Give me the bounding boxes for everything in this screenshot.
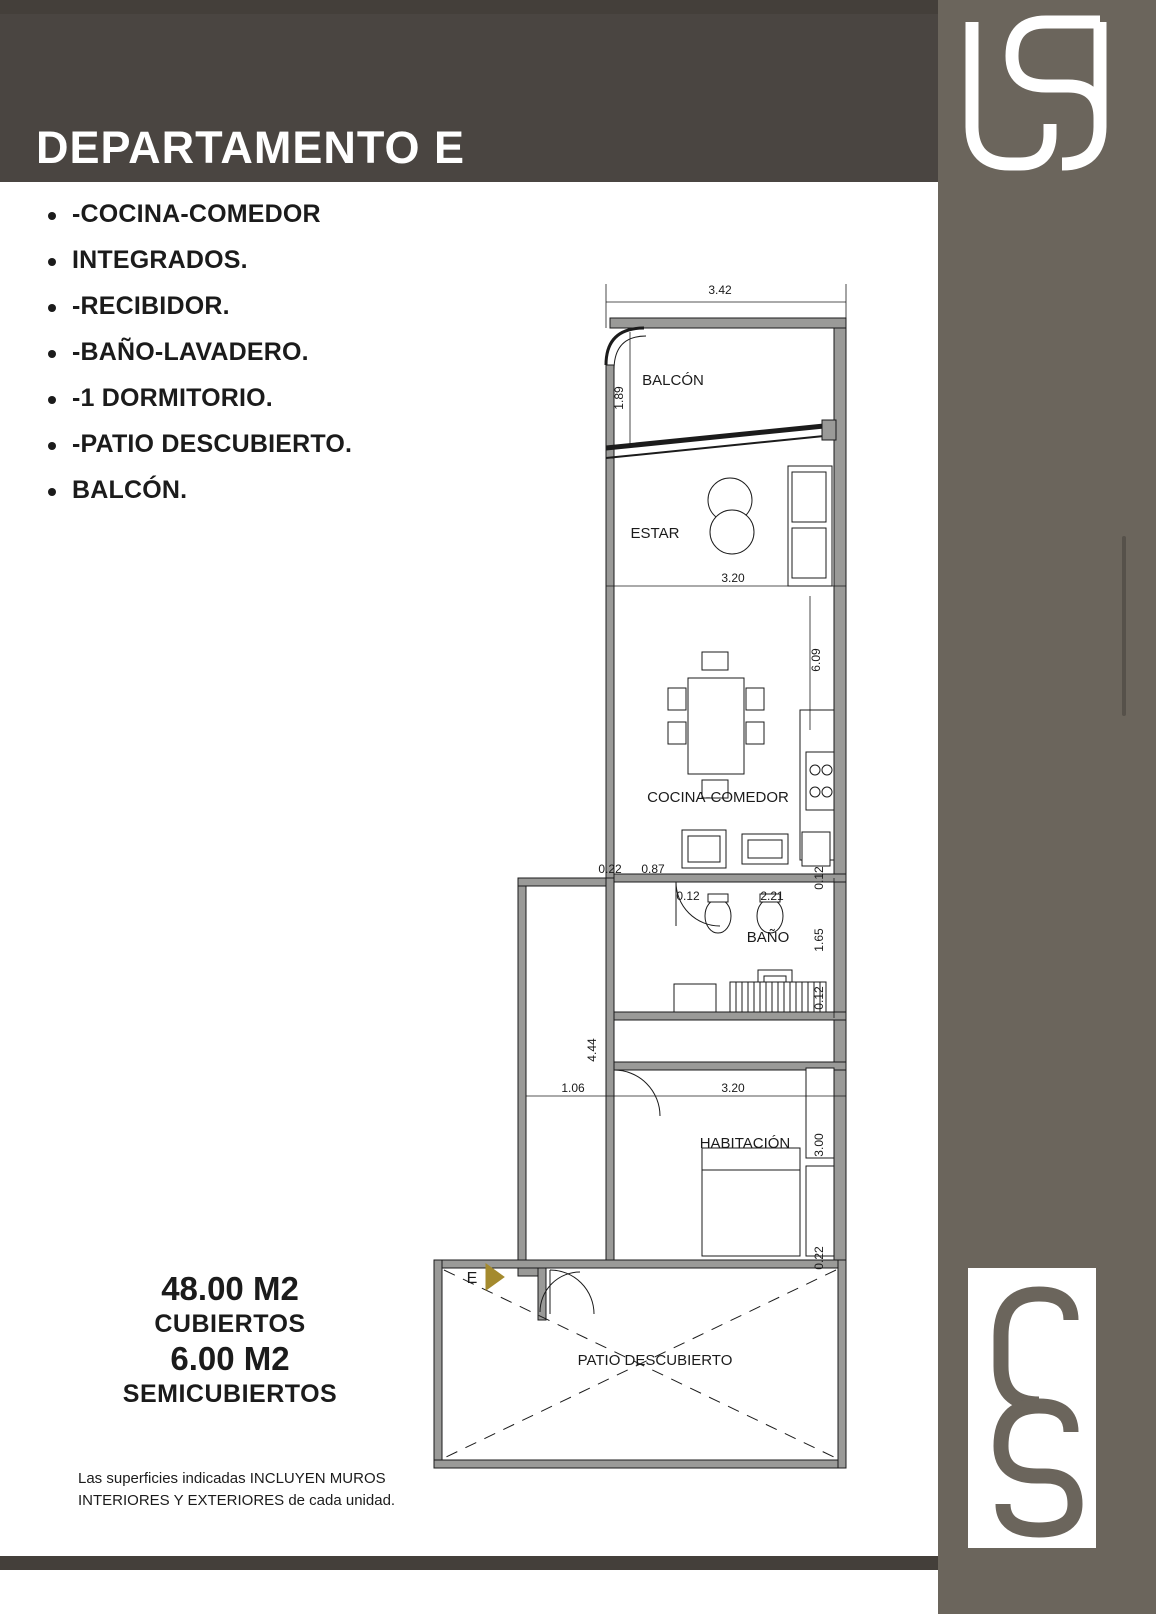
area-note-line1: Las superficies indicadas INCLUYEN MUROS (78, 1470, 386, 1487)
dining-furniture (668, 652, 764, 798)
bathroom-fixtures (674, 894, 826, 1012)
dim-2-21: 2.21 (760, 889, 784, 903)
list-item: BALCÓN. (36, 476, 466, 505)
list-item: -BAÑO-LAVADERO. (36, 338, 466, 367)
dim-4-44: 4.44 (585, 1038, 599, 1062)
dim-1-65: 1.65 (812, 928, 826, 952)
area-note-line2: INTERIORES Y EXTERIORES de cada unidad. (78, 1491, 396, 1509)
dim-3-20-estar: 3.20 (721, 571, 745, 585)
room-label-cocina-comedor: COCINA-COMEDOR (647, 789, 789, 806)
covered-area-label: CUBIERTOS (154, 1309, 306, 1338)
list-item: INTEGRADOS. (36, 246, 466, 275)
area-note (78, 1468, 398, 1512)
semicovered-area-value: 6.00 M2 (170, 1340, 290, 1378)
scroll-indicator[interactable] (1122, 536, 1126, 716)
dim-0-22-b: 0.22 (812, 1246, 826, 1270)
list-item: -RECIBIDOR. (36, 292, 466, 321)
feature-list (36, 200, 466, 522)
cs-monogram-logo (975, 1280, 1093, 1542)
room-label-balcon: BALCÓN (642, 372, 704, 389)
list-item: -PATIO DESCUBIERTO. (36, 430, 466, 459)
bottom-strip (0, 1556, 938, 1614)
list-item: -1 DORMITORIO. (36, 384, 466, 413)
dim-6-09: 6.09 (809, 648, 823, 672)
door-swings (540, 882, 720, 1314)
dim-0-22: 0.22 (598, 862, 622, 876)
room-label-habitacion: HABITACIÓN (699, 1135, 791, 1152)
covered-area-value: 48.00 M2 (161, 1270, 299, 1307)
sj-monogram-logo (950, 14, 1140, 184)
header-bar (0, 14, 938, 182)
walls (434, 318, 846, 1468)
room-label-patio: PATIO DESCUBIERTO (577, 1352, 733, 1369)
entrance-label: E (466, 1270, 478, 1287)
dim-1-06: 1.06 (561, 1081, 585, 1095)
page-title: DEPARTAMENTO E (36, 122, 466, 173)
floorplan (430, 270, 910, 1500)
living-furniture (708, 466, 832, 586)
balcony-glazing (606, 328, 836, 458)
area-summary (60, 1270, 400, 1410)
dim-3-00: 3.00 (812, 1133, 826, 1157)
dim-3-42: 3.42 (708, 283, 732, 297)
room-label-bano: BAÑO (746, 929, 790, 946)
dim-0-12-b: 0.12 (812, 866, 826, 890)
semicovered-area-label: SEMICUBIERTOS (122, 1380, 338, 1409)
list-item: -COCINA-COMEDOR (36, 200, 466, 229)
dim-1-89: 1.89 (612, 386, 626, 410)
top-strip (0, 0, 938, 14)
dim-0-12-a: 0.12 (676, 889, 700, 903)
room-label-estar: ESTAR (630, 525, 680, 542)
dim-0-12-c: 0.12 (812, 986, 826, 1010)
dim-0-87: 0.87 (641, 862, 665, 876)
dim-3-20-hab: 3.20 (721, 1081, 745, 1095)
